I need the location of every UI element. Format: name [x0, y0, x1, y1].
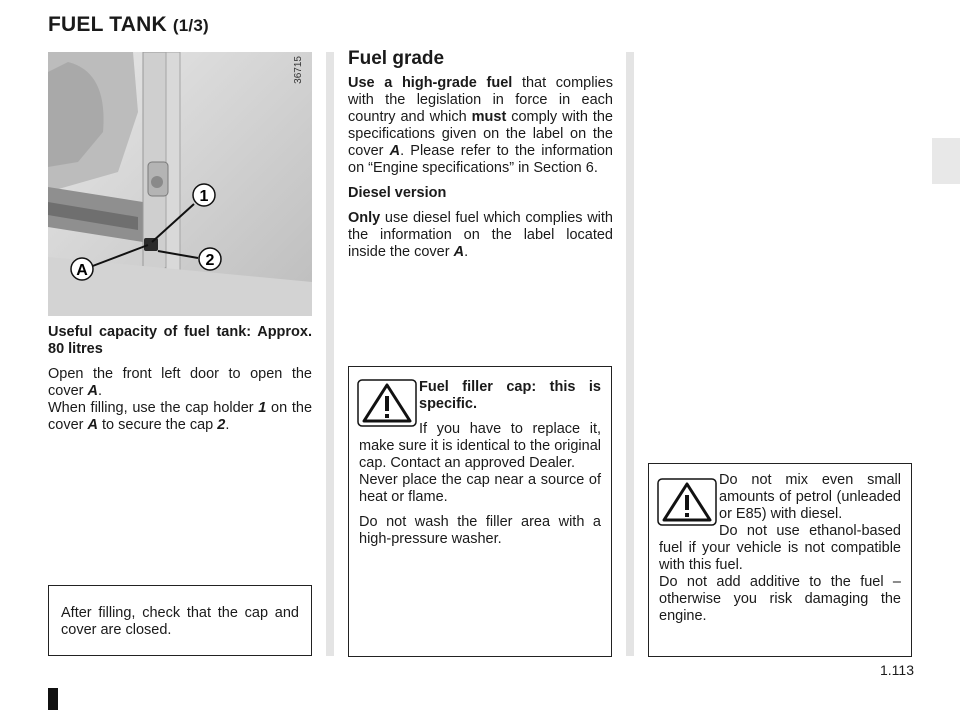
p1-text: Open the front left door to open the cover [48, 366, 312, 399]
warning-p2: Never place the cap near a source of heat or flame. [359, 472, 601, 505]
p2-text: When filling, use the cap holder [48, 400, 259, 416]
page-title [48, 13, 209, 37]
p2-text-c: to secure the cap [97, 417, 218, 433]
only-bold: Only [348, 210, 381, 226]
diesel-version-heading: Diesel version [348, 185, 447, 201]
ref-a-2: A [453, 244, 465, 260]
warning-triangle-icon [657, 478, 717, 526]
title-suffix: (1/3) [172, 16, 209, 35]
must-bold: must [471, 109, 507, 125]
p1-text-c: . Please refer to the information on “Engine specifications” in Section 6. [348, 143, 613, 176]
ref-a: A [87, 383, 98, 399]
callout-a-label: A [76, 262, 88, 279]
mix-warning-p2: Do not use ethanol-based fuel if your vehicle is not compatible with this fuel. [659, 523, 901, 573]
warning-title: Fuel filler cap: this is specific. [419, 379, 601, 412]
image-number: 36715 [293, 56, 304, 84]
warning-p1: If you have to replace it, make sure it is identical to the original cap. Contact an approved Dealer. [359, 421, 601, 471]
left-column-text [48, 324, 312, 442]
p2-end: . [464, 244, 469, 260]
mix-warning-p3: Do not add additive to the fuel – otherwise you risk damaging the engine. [659, 574, 901, 624]
p2-text-b: on the cover [48, 400, 313, 433]
p1-end: . [97, 383, 103, 399]
cap-holder-paragraph [48, 400, 312, 434]
callout-1-label: 1 [199, 188, 209, 205]
ref-a-2: A [87, 417, 98, 433]
warning-triangle-icon [357, 379, 417, 427]
fuel-mixing-warning-box [648, 463, 912, 657]
fuel-grade-paragraph [348, 75, 613, 177]
column-divider-left [326, 52, 334, 656]
page-number: 1.113 [880, 662, 914, 678]
ref-2: 2 [217, 417, 226, 433]
after-filling-note [48, 585, 312, 656]
diesel-paragraph [348, 210, 613, 261]
capacity-heading: Useful capacity of fuel tank: Approx. 80 litres [48, 324, 312, 357]
note-text: After filling, check that the cap and cover are closed. [61, 605, 299, 638]
fuel-grade-heading: Fuel grade [348, 48, 445, 69]
open-cover-paragraph [48, 366, 312, 400]
p2-end: . [225, 417, 230, 433]
warning-p3: Do not wash the filler area with a high-pressure washer. [359, 514, 601, 547]
ref-1: 1 [258, 400, 267, 416]
high-grade-bold: Use a high-grade fuel [348, 75, 513, 91]
title-text: FUEL TANK [48, 13, 167, 36]
illustration-drawing [48, 52, 312, 316]
p1-text: that complies with the legislation in force in each country and which [348, 75, 613, 125]
ref-a: A [389, 143, 401, 159]
section-thumb-tab [932, 138, 960, 184]
footer-marker [48, 688, 58, 710]
p1-text-b: comply with the specifications given on the label on the cover [348, 109, 613, 159]
filler-cap-warning-box [348, 366, 612, 657]
column-divider-right [626, 52, 634, 656]
middle-column-text [348, 50, 613, 269]
fuel-cover-illustration [48, 52, 312, 316]
mix-warning-p1: Do not mix even small amounts of petrol (unleaded or E85) with diesel. [719, 472, 901, 522]
callout-2-label: 2 [205, 252, 215, 269]
p2-text: use diesel fuel which complies with the information on the label located inside the cover [348, 210, 613, 260]
